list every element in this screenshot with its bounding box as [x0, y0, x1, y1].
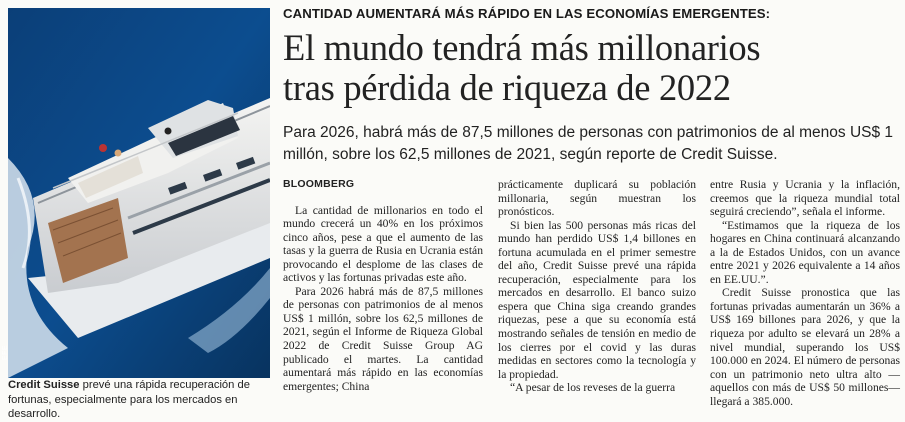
headline: [283, 28, 898, 108]
paragraph: Para 2026 habrá más de 87,5 millones de personas con patrimonios de al menos US$ 1 millón, sobre los 62,5 millones de 2021, según el Informe de Riqueza Global 2022 de Credit Suisse Group AG publicado el martes. La cantidad aumentará más rápido en las economías emergentes; China: [283, 284, 483, 393]
kicker: CANTIDAD AUMENTARÁ MÁS RÁPIDO EN LAS ECONOMÍAS EMERGENTES:: [283, 6, 771, 21]
article-column-3: [710, 178, 900, 408]
deck: Para 2026, habrá más de 87,5 millones de personas con patrimonios de al menos US$ 1 millón, sobre los 62,5 millones de 2021, según reporte de Credit Suisse.: [283, 124, 894, 163]
yacht-photo: [8, 8, 270, 378]
caption-lead: Credit Suisse: [8, 379, 80, 391]
paragraph: “Estimamos que la riqueza de los hogares en China continuará alcanzando a la de Estados Unidos, con un avance entre 2021 y 2026 equivalente a 14 años en EE.UU.”.: [710, 218, 900, 286]
paragraph: prácticamente duplicará su población millonaria, según muestran los pronósticos.: [498, 178, 696, 219]
photo-credit: EFE: [2, 345, 9, 361]
article-column-2: [498, 178, 696, 395]
yacht-illustration: [8, 8, 270, 378]
byline: BLOOMBERG: [283, 178, 355, 190]
paragraph: La cantidad de millonarios en todo el mundo crecerá un 40% en los próximos cinco años, pese a que el aumento de las tasas y la guerra de Rusia en Ucrania están provocando el desplome de las clases de activos y las fortunas privadas este año.: [283, 203, 483, 285]
article-column-1: [283, 178, 483, 393]
headline-line-1: El mundo tendrá más millonarios: [283, 27, 761, 68]
headline-line-2: tras pérdida de riqueza de 2022: [283, 67, 731, 108]
paragraph: Credit Suisse pronostica que las fortunas privadas aumentarán un 36% a US$ 169 billones para 2026, y que la riqueza por adulto se elevará un 28% a nivel mundial, superando los US$ 100.000 en 2024. El número de personas con un patrimonio neto ultra alto —aquellos con más de US$ 50 millones— llegará a 385.000.: [710, 286, 900, 408]
paragraph: entre Rusia y Ucrania y la inflación, creemos que la riqueza mundial total seguirá creciendo”, señala el informe.: [710, 178, 900, 219]
paragraph: “A pesar de los reveses de la guerra: [510, 381, 676, 395]
paragraph: Si bien las 500 personas más ricas del mundo han perdido US$ 1,4 billones en fortuna acumulada en el primer semestre del año, Credit Suisse prevé una rápida recuperación, especialmente para los mercados en desarrollo. El banco suizo espera que China siga creando grandes riquezas, pese a que su economía está mostrando señales de tensión en medio de los cierres por el covid y las duras medidas en sectores como la tecnología y la propiedad.: [498, 218, 696, 381]
caption-text: prevé una rápida recuperación de fortunas, especialmente para los mercados en desarrollo.: [8, 379, 250, 420]
